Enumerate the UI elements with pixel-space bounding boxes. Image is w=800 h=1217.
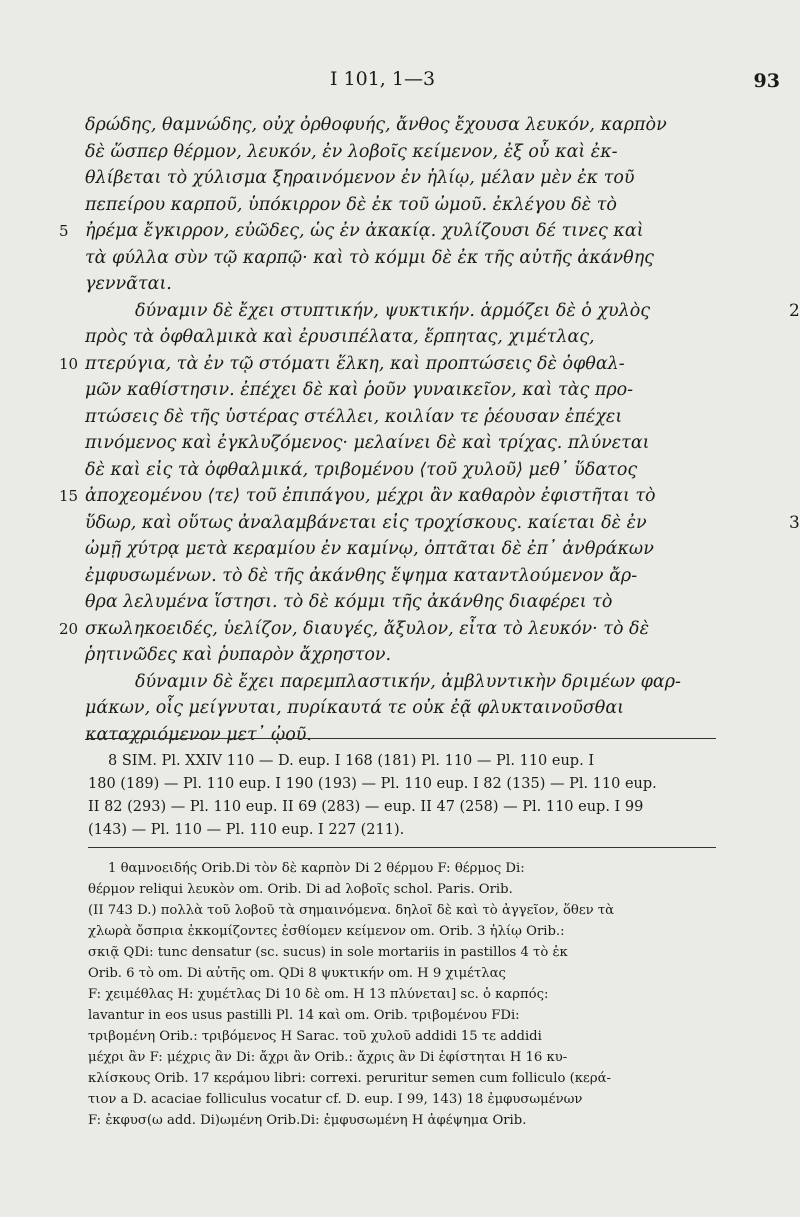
testimonia-line: (143) — Pl. 110 — Pl. 110 eup. I 227 (211). xyxy=(88,822,405,838)
line-text: δὲ καὶ εἰς τὰ ὀφθαλμικά, τριβομένου ⟨τοῦ χυλοῦ⟩ μεθ᾽ ὕδατος xyxy=(85,459,638,480)
line-number: 15 xyxy=(59,487,79,505)
line-text: ῥητινῶδες καὶ ῥυπαρὸν ἄχρηστον. xyxy=(85,645,392,665)
line-text: δύναμιν δὲ ἔχει στυπτικήν, ψυκτικήν. ἁρμόζει δὲ ὁ χυλὸς xyxy=(135,300,651,321)
line-number: 5 xyxy=(59,222,69,240)
line-text: ἠρέμα ἔγκιρρον, εὐῶδες, ὡς ἐν ἀκακίᾳ. χυλίζουσι δέ τινες καὶ xyxy=(85,221,644,241)
apparatus-line: μέχρι ἂν F: μέχρις ἂν Di: ἄχρι ἂν Orib.: ἄχρις ἂν Di ἐφίστηται H 16 κυ- xyxy=(88,1050,568,1065)
text-line xyxy=(85,430,745,457)
apparatus-line: σκιᾷ QDi: tunc densatur (sc. sucus) in sole mortariis in pastillos 4 τὸ ἐκ xyxy=(88,945,568,960)
line-text: δύναμιν δὲ ἔχει παρεμπλαστικήν, ἀμβλυντικὴν δριμέων φαρ- xyxy=(135,671,681,692)
apparatus-line: τιον a D. acaciae folliculus vocatur cf. D. eup. I 99, 143) 18 ἐμφυσωμένων xyxy=(88,1092,583,1107)
line-text: τὰ φύλλα σὺν τῷ καρπῷ· καὶ τὸ κόμμι δὲ ἐκ τῆς αὐτῆς ἀκάνθης xyxy=(85,247,654,268)
text-line xyxy=(85,642,745,669)
line-text: καταχριόμενον μετ᾽ ᾠοῦ. xyxy=(85,724,312,745)
testimonia-block xyxy=(88,750,716,842)
text-line xyxy=(85,695,745,722)
line-text: θρα λελυμένα ἵστησι. τὸ δὲ κόμμι τῆς ἀκάνθης διαφέρει τὸ xyxy=(85,592,613,612)
testimonia-line: 8 SIM. Pl. XXIV 110 — D. eup. I 168 (181) Pl. 110 — Pl. 110 eup. I xyxy=(108,753,595,769)
line-text: πρὸς τὰ ὀφθαλμικὰ καὶ ἐρυσιπέλατα, ἕρπητας, χιμέτλας, xyxy=(85,327,595,347)
text-line xyxy=(85,245,745,272)
divider xyxy=(88,738,716,739)
page-number: 93 xyxy=(753,70,780,92)
apparatus-line: κλίσκους Orib. 17 κεράμου libri: correxi. peruritur semen cum folliculo (κερά- xyxy=(88,1071,611,1086)
apparatus-line: θέρμον reliqui λευκὸν om. Orib. Di ad λοβοῖς schol. Paris. Orib. xyxy=(88,882,513,897)
critical-apparatus xyxy=(88,858,718,1131)
line-text: πεπείρου καρποῦ, ὑπόκιρρον δὲ ἐκ τοῦ ὠμοῦ. ἐκλέγου δὲ τὸ xyxy=(85,194,617,215)
text-line xyxy=(85,165,745,192)
running-head xyxy=(0,68,800,98)
text-line xyxy=(85,457,745,484)
text-line xyxy=(85,536,745,563)
apparatus-line: F: ἐκφυσ(ω add. Di)ωμένη Orib.Di: ἐμφυσωμένη H ἀφέψημα Orib. xyxy=(88,1113,527,1128)
apparatus-line: 1 θαμνοειδής Orib.Di τὸν δὲ καρπὸν Di 2 θέρμου F: θέρμος Di: xyxy=(108,861,525,876)
main-text xyxy=(59,112,800,748)
text-line xyxy=(85,377,745,404)
apparatus-line: (II 743 D.) πολλὰ τοῦ λοβοῦ τὰ σημαινόμενα. δηλοῖ δὲ καὶ τὸ ἀγγεῖον, ὅθεν τὰ xyxy=(88,903,615,918)
text-line xyxy=(59,483,745,510)
line-text: ὕδωρ, καὶ οὕτως ἀναλαμβάνεται εἰς τροχίσκους. καίεται δὲ ἐν xyxy=(85,512,647,533)
text-line xyxy=(59,351,745,378)
line-text: ἐμφυσωμένων. τὸ δὲ τῆς ἀκάνθης ἕψημα καταντλούμενον ἄρ- xyxy=(85,565,638,586)
text-line xyxy=(85,722,745,749)
line-text: θλίβεται τὸ χύλισμα ξηραινόμενον ἐν ἡλίῳ, μέλαν μὲν ἐκ τοῦ xyxy=(85,168,635,188)
text-line xyxy=(59,616,745,643)
text-line xyxy=(85,324,745,351)
text-line xyxy=(85,192,745,219)
line-number: 10 xyxy=(59,354,79,373)
text-line xyxy=(85,510,800,537)
divider xyxy=(88,847,716,848)
text-line xyxy=(85,563,745,590)
line-text: δρώδης, θαμνώδης, οὐχ ὀρθοφυής, ἄνθος ἔχουσα λευκόν, καρπὸν xyxy=(85,115,667,135)
text-line xyxy=(85,298,800,325)
line-text: σκωληκοειδές, ὑελίζον, διαυγές, ἄξυλον, εἶτα τὸ λευκόν· τὸ δὲ xyxy=(85,618,649,639)
line-text: πτερύγια, τὰ ἐν τῷ στόματι ἕλκη, καὶ προπτώσεις δὲ ὀφθαλ- xyxy=(85,353,625,374)
running-title: I 101, 1—3 xyxy=(330,68,436,90)
chapter-number: 2 xyxy=(789,300,800,321)
text-line xyxy=(85,589,745,616)
line-number: 20 xyxy=(59,619,79,638)
line-text: δὲ ὥσπερ θέρμον, λευκόν, ἐν λοβοῖς κείμενον, ἐξ οὗ καὶ ἐκ- xyxy=(85,141,618,162)
text-line xyxy=(85,112,745,139)
text-line xyxy=(85,271,745,298)
text-line xyxy=(85,404,745,431)
line-text: ὠμῇ χύτρᾳ μετὰ κεραμίου ἐν καμίνῳ, ὀπτᾶται δὲ ἐπ᾽ ἀνθράκων xyxy=(85,539,654,559)
testimonia-line: 180 (189) — Pl. 110 eup. I 190 (193) — Pl. 110 eup. I 82 (135) — Pl. 110 eup. xyxy=(88,776,657,792)
apparatus-line: Orib. 6 τὸ om. Di αὐτῆς om. QDi 8 ψυκτικήν om. H 9 χιμέτλας xyxy=(88,966,506,981)
apparatus-line: χλωρὰ ὄσπρια ἐκκομίζοντες ἐσθίομεν κείμενον om. Orib. 3 ἡλίῳ Orib.: xyxy=(88,924,565,939)
line-text: μῶν καθίστησιν. ἐπέχει δὲ καὶ ῥοῦν γυναικεῖον, καὶ τὰς προ- xyxy=(85,380,634,400)
apparatus-line: τριβομένη Orib.: τριβόμενος H Sarac. τοῦ χυλοῦ addidi 15 τε addidi xyxy=(88,1029,542,1044)
testimonia-line: II 82 (293) — Pl. 110 eup. II 69 (283) — eup. II 47 (258) — Pl. 110 eup. I 99 xyxy=(88,799,644,815)
line-text: πινόμενος καὶ ἐγκλυζόμενος· μελαίνει δὲ καὶ τρίχας. πλύνεται xyxy=(85,433,650,453)
line-text: ἀποχεομένου ⟨τε⟩ τοῦ ἐπιπάγου, μέχρι ἂν καθαρὸν ἐφιστῆται τὸ xyxy=(85,486,656,506)
text-line xyxy=(59,218,745,245)
text-line xyxy=(85,139,745,166)
line-text: πτώσεις δὲ τῆς ὑστέρας στέλλει, κοιλίαν τε ῥέουσαν ἐπέχει xyxy=(85,406,623,427)
line-text: μάκων, οἷς μείγνυται, πυρίκαυτά τε οὐκ ἐᾷ φλυκταινοῦσθαι xyxy=(85,698,625,718)
line-text: γεννᾶται. xyxy=(85,274,172,294)
apparatus-line: lavantur in eos usus pastilli Pl. 14 καὶ om. Orib. τριβομένου FDi: xyxy=(88,1008,520,1023)
chapter-number: 3 xyxy=(789,512,800,533)
text-line xyxy=(85,669,745,696)
apparatus-line: F: χειμέθλας H: χυμέτλας Di 10 δὲ om. H 13 πλύνεται] sc. ὁ καρπός: xyxy=(88,987,549,1002)
